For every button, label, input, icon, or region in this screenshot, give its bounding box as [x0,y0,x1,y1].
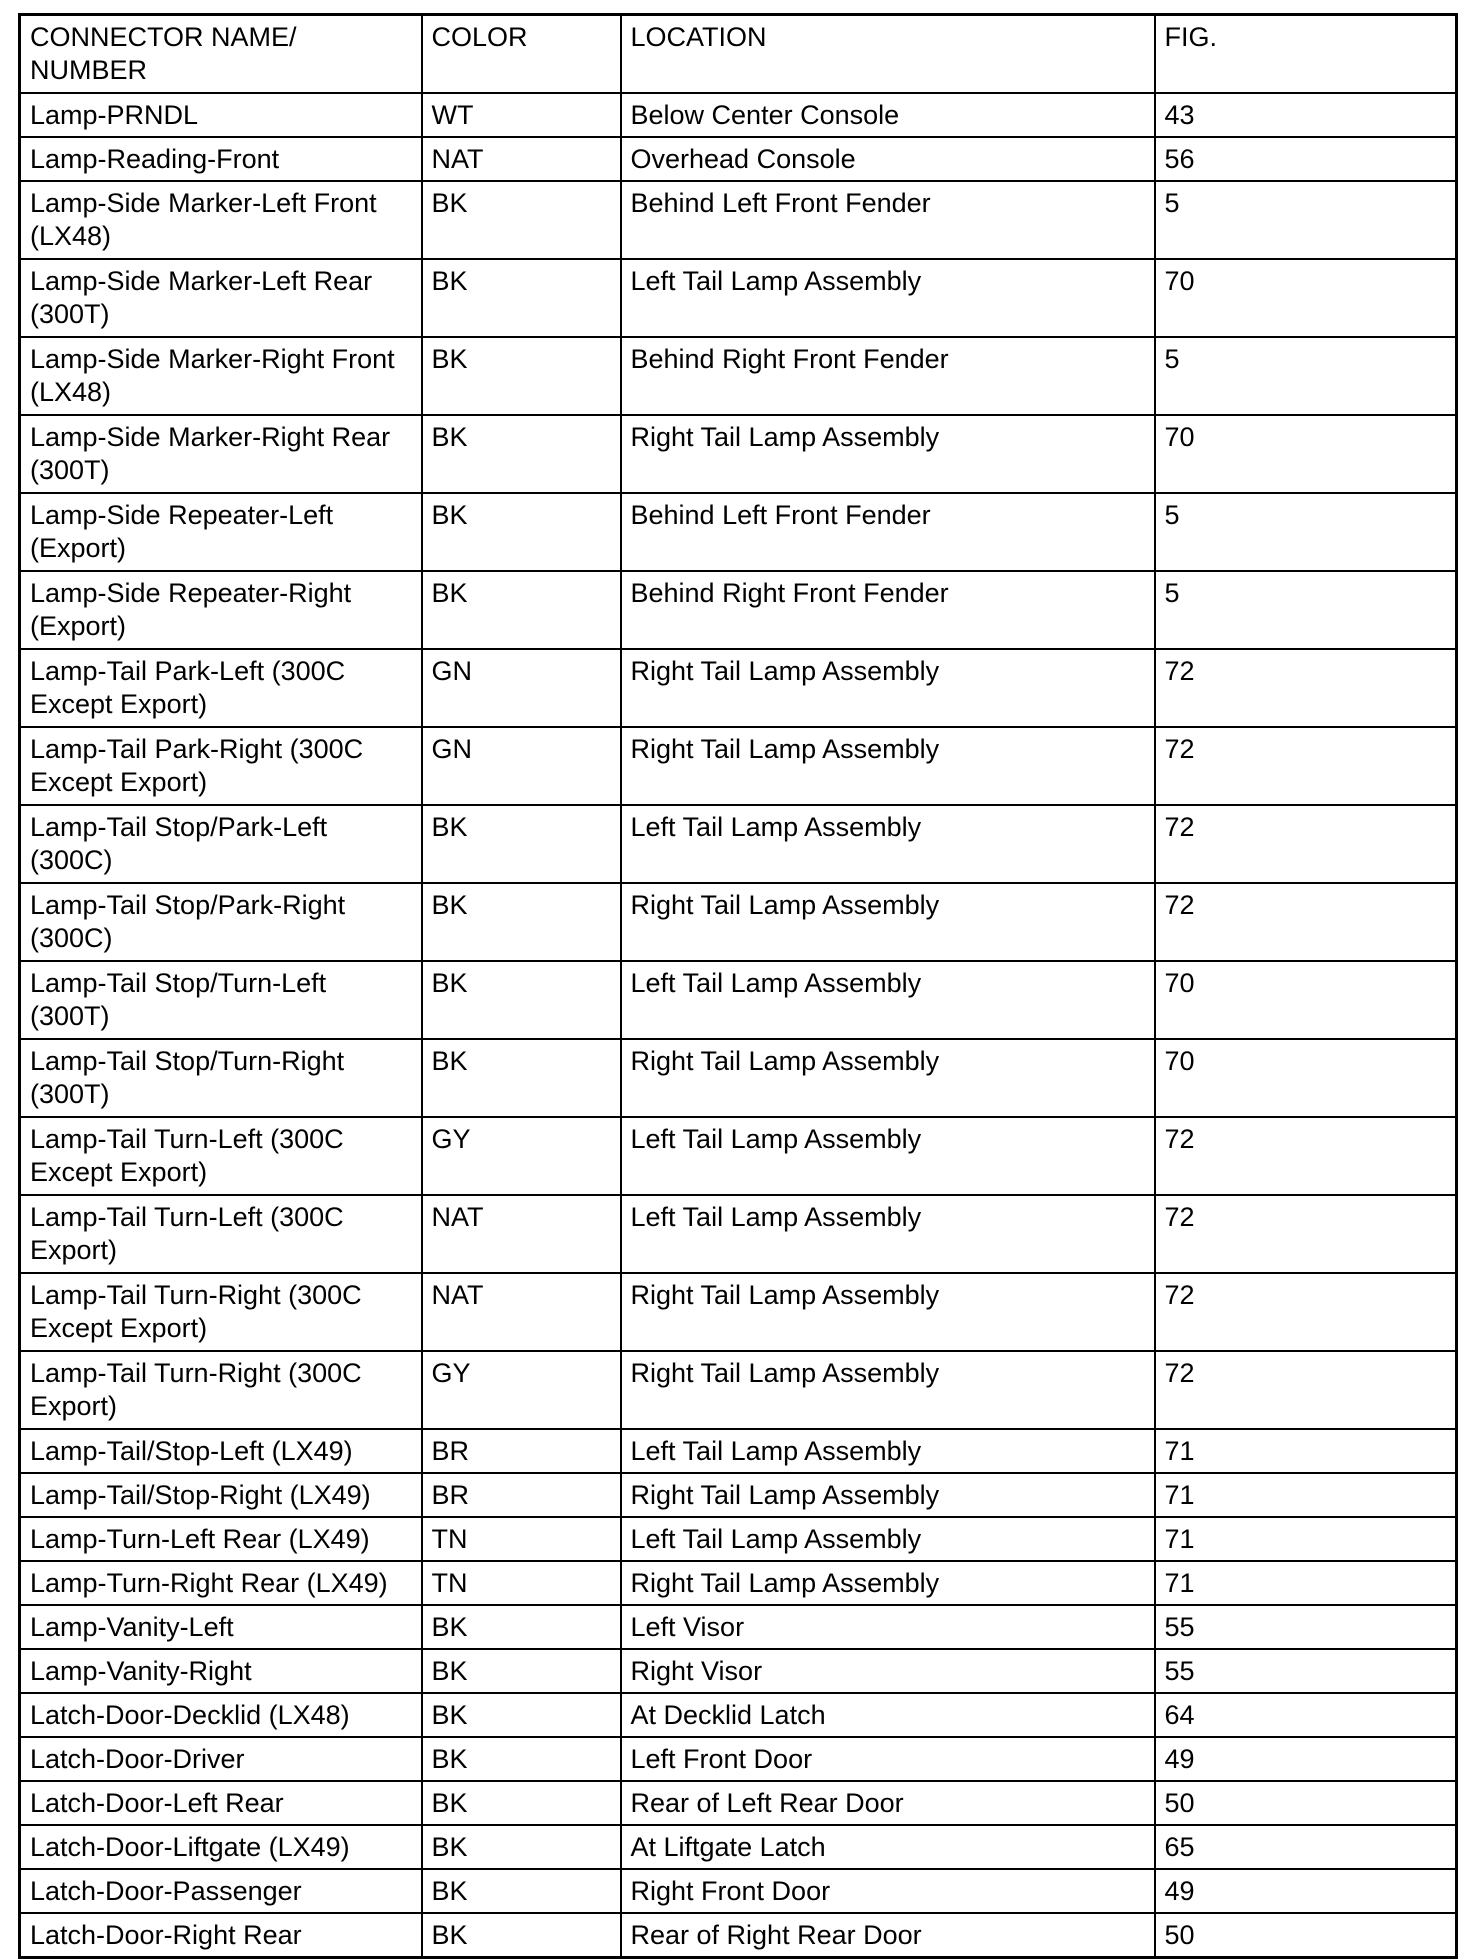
table-row [20,571,1457,649]
table-row [20,493,1457,571]
cell-location: Left Tail Lamp Assembly [621,805,1155,883]
cell-fig: 55 [1155,1605,1457,1649]
cell-location: Behind Right Front Fender [621,337,1155,415]
cell-fig: 72 [1155,883,1457,961]
cell-connector-name: Lamp-Tail/Stop-Left (LX49) [20,1429,422,1473]
table-row [20,137,1457,181]
cell-fig: 56 [1155,137,1457,181]
header-row [20,15,1457,94]
table-row [20,93,1457,137]
table-row [20,883,1457,961]
cell-connector-name: Latch-Door-Liftgate (LX49) [20,1825,422,1869]
header-fig: FIG. [1155,15,1457,94]
table-row [20,1913,1457,1958]
cell-connector-name: Lamp-Turn-Left Rear (LX49) [20,1517,422,1561]
cell-connector-name: Latch-Door-Passenger [20,1869,422,1913]
cell-color: BK [422,883,621,961]
cell-fig: 49 [1155,1737,1457,1781]
cell-connector-name: Lamp-Side Marker-Right Rear (300T) [20,415,422,493]
cell-location: Behind Left Front Fender [621,493,1155,571]
cell-color: BK [422,1693,621,1737]
cell-color: BK [422,961,621,1039]
table-row [20,1473,1457,1517]
cell-color: BK [422,493,621,571]
cell-color: BK [422,571,621,649]
cell-connector-name: Latch-Door-Decklid (LX48) [20,1693,422,1737]
cell-connector-name: Latch-Door-Right Rear [20,1913,422,1958]
header-connector-name: CONNECTOR NAME/ NUMBER [20,15,422,94]
cell-location: Right Tail Lamp Assembly [621,415,1155,493]
cell-connector-name: Lamp-Tail Turn-Left (300C Export) [20,1195,422,1273]
table-row [20,1517,1457,1561]
cell-color: BK [422,1039,621,1117]
cell-connector-name: Lamp-Tail Stop/Turn-Left (300T) [20,961,422,1039]
table-row [20,1195,1457,1273]
cell-color: BK [422,1825,621,1869]
cell-location: Right Tail Lamp Assembly [621,1039,1155,1117]
cell-fig: 72 [1155,1195,1457,1273]
cell-color: NAT [422,1195,621,1273]
cell-location: Behind Left Front Fender [621,181,1155,259]
cell-location: Right Tail Lamp Assembly [621,649,1155,727]
cell-location: Right Tail Lamp Assembly [621,727,1155,805]
cell-fig: 50 [1155,1781,1457,1825]
cell-fig: 43 [1155,93,1457,137]
cell-connector-name: Lamp-Vanity-Left [20,1605,422,1649]
cell-fig: 50 [1155,1913,1457,1958]
table-row [20,1649,1457,1693]
cell-location: Right Tail Lamp Assembly [621,1273,1155,1351]
cell-location: Left Front Door [621,1737,1155,1781]
cell-color: BK [422,259,621,337]
cell-fig: 72 [1155,1351,1457,1429]
cell-connector-name: Lamp-Side Marker-Left Rear (300T) [20,259,422,337]
cell-color: GN [422,649,621,727]
table-row [20,1825,1457,1869]
cell-location: Behind Right Front Fender [621,571,1155,649]
cell-fig: 71 [1155,1429,1457,1473]
cell-fig: 70 [1155,259,1457,337]
cell-fig: 72 [1155,805,1457,883]
cell-location: Left Tail Lamp Assembly [621,1429,1155,1473]
cell-fig: 72 [1155,649,1457,727]
cell-connector-name: Latch-Door-Driver [20,1737,422,1781]
table-row [20,181,1457,259]
cell-connector-name: Lamp-Side Marker-Left Front (LX48) [20,181,422,259]
cell-color: BR [422,1473,621,1517]
header-color: COLOR [422,15,621,94]
cell-location: Overhead Console [621,137,1155,181]
cell-connector-name: Lamp-Tail Turn-Right (300C Export) [20,1351,422,1429]
cell-color: BK [422,1605,621,1649]
cell-location: At Liftgate Latch [621,1825,1155,1869]
cell-connector-name: Lamp-PRNDL [20,93,422,137]
cell-connector-name: Lamp-Side Repeater-Right (Export) [20,571,422,649]
cell-connector-name: Lamp-Tail Stop/Turn-Right (300T) [20,1039,422,1117]
cell-location: Left Tail Lamp Assembly [621,1117,1155,1195]
cell-location: Right Tail Lamp Assembly [621,1561,1155,1605]
cell-location: Left Tail Lamp Assembly [621,1195,1155,1273]
table-row [20,1429,1457,1473]
table-row [20,337,1457,415]
cell-connector-name: Lamp-Tail Turn-Right (300C Except Export) [20,1273,422,1351]
table-row [20,1117,1457,1195]
cell-fig: 5 [1155,571,1457,649]
table-row [20,415,1457,493]
cell-color: BK [422,181,621,259]
cell-color: NAT [422,137,621,181]
cell-color: BK [422,1781,621,1825]
cell-color: BK [422,1869,621,1913]
cell-color: BK [422,1649,621,1693]
cell-fig: 72 [1155,1273,1457,1351]
cell-fig: 70 [1155,415,1457,493]
cell-fig: 5 [1155,181,1457,259]
cell-location: Right Visor [621,1649,1155,1693]
cell-fig: 5 [1155,337,1457,415]
table-row [20,961,1457,1039]
table-row [20,259,1457,337]
table-row [20,1869,1457,1913]
cell-connector-name: Lamp-Reading-Front [20,137,422,181]
cell-connector-name: Lamp-Turn-Right Rear (LX49) [20,1561,422,1605]
cell-color: NAT [422,1273,621,1351]
cell-location: Right Tail Lamp Assembly [621,1351,1155,1429]
table-row [20,1351,1457,1429]
cell-color: BK [422,415,621,493]
cell-connector-name: Lamp-Tail Turn-Left (300C Except Export) [20,1117,422,1195]
cell-color: TN [422,1561,621,1605]
cell-location: Left Tail Lamp Assembly [621,961,1155,1039]
cell-color: BR [422,1429,621,1473]
connector-table [18,13,1458,1959]
table-row [20,805,1457,883]
header-location: LOCATION [621,15,1155,94]
table-row [20,1561,1457,1605]
cell-location: Right Tail Lamp Assembly [621,1473,1155,1517]
cell-location: Left Tail Lamp Assembly [621,259,1155,337]
table-row [20,1039,1457,1117]
cell-color: BK [422,1913,621,1958]
cell-fig: 71 [1155,1473,1457,1517]
cell-fig: 70 [1155,961,1457,1039]
cell-connector-name: Lamp-Tail Stop/Park-Left (300C) [20,805,422,883]
cell-fig: 71 [1155,1561,1457,1605]
table-row [20,1693,1457,1737]
cell-color: WT [422,93,621,137]
table-row [20,1737,1457,1781]
cell-color: BK [422,1737,621,1781]
cell-fig: 70 [1155,1039,1457,1117]
cell-color: GN [422,727,621,805]
table-row [20,649,1457,727]
table-row [20,1605,1457,1649]
cell-location: Rear of Right Rear Door [621,1913,1155,1958]
cell-connector-name: Lamp-Side Marker-Right Front (LX48) [20,337,422,415]
cell-connector-name: Lamp-Tail Park-Right (300C Except Export) [20,727,422,805]
cell-location: Right Front Door [621,1869,1155,1913]
cell-fig: 71 [1155,1517,1457,1561]
cell-fig: 64 [1155,1693,1457,1737]
table-row [20,1273,1457,1351]
cell-fig: 72 [1155,1117,1457,1195]
cell-connector-name: Lamp-Tail/Stop-Right (LX49) [20,1473,422,1517]
cell-location: Left Visor [621,1605,1155,1649]
cell-connector-name: Lamp-Vanity-Right [20,1649,422,1693]
cell-location: At Decklid Latch [621,1693,1155,1737]
table-row [20,1781,1457,1825]
table-row [20,727,1457,805]
cell-fig: 55 [1155,1649,1457,1693]
connector-table-body [20,15,1457,1958]
cell-connector-name: Lamp-Tail Park-Left (300C Except Export) [20,649,422,727]
cell-connector-name: Lamp-Side Repeater-Left (Export) [20,493,422,571]
cell-connector-name: Lamp-Tail Stop/Park-Right (300C) [20,883,422,961]
cell-location: Left Tail Lamp Assembly [621,1517,1155,1561]
cell-fig: 65 [1155,1825,1457,1869]
cell-color: BK [422,805,621,883]
cell-fig: 5 [1155,493,1457,571]
cell-color: GY [422,1351,621,1429]
cell-connector-name: Latch-Door-Left Rear [20,1781,422,1825]
cell-location: Right Tail Lamp Assembly [621,883,1155,961]
cell-location: Rear of Left Rear Door [621,1781,1155,1825]
cell-color: TN [422,1517,621,1561]
cell-color: BK [422,337,621,415]
cell-location: Below Center Console [621,93,1155,137]
cell-color: GY [422,1117,621,1195]
cell-fig: 72 [1155,727,1457,805]
cell-fig: 49 [1155,1869,1457,1913]
